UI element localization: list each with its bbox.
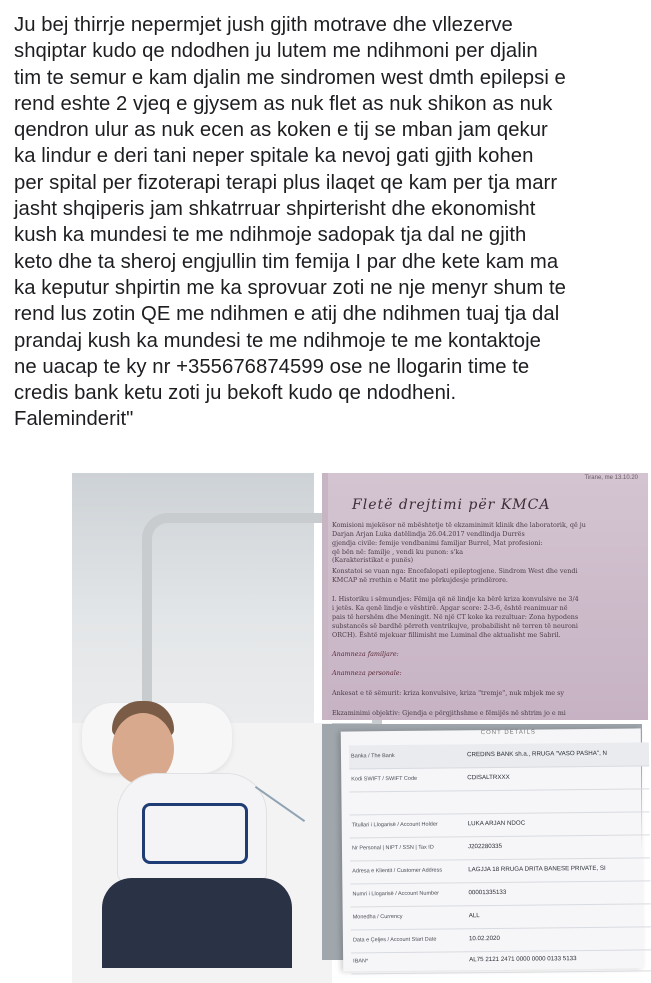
child-pants xyxy=(102,878,292,968)
bank-row-value: 10.02.2020 xyxy=(468,934,500,943)
bank-row-key: IBAN* xyxy=(353,958,369,965)
post-text: Ju bej thirrje nepermjet jush gjith motrave dhe vllezerve shqiptar kudo qe ndodhen ju lutem me ndihmoni per djalin tim te semur e kam djalin me sindromen west dmth epilepsi e rend eshte 2 vjeq e gjysem as nuk flet as nuk shikon as nuk qendron ulur as nuk ecen as koken e tij se mban jam qekur ka lindur e deri tani neper spitale ka nevoj gati gjith kohen per spital per fizoterapi terapi plus ilaqet qe kam per tja marr jasht shqiperis jam shkatrruar shpirterisht dhe ekonomisht kush ka mundesi te me ndihmoje sadopak tja dal ne gjith keto dhe ta sheroj engjullin tim femija I par dhe kete kam ma ka keputur shpirtin me ka sprovuar zoti ne nje menyr shum te rend lus zotin QE me ndihmen e atij dhe ndihmen tuaj tja dal prandaj kush ka mundesi te me ndihmoje te me kontaktoje ne uacap te ky nr +355676874599 ose ne llogarin time te credis bank ketu zoti ju bekoft kudo qe ndodheni. Faleminderit" xyxy=(14,14,566,431)
bank-row-key: Nr Personal | NIPT / SSN | Tax ID xyxy=(351,844,434,852)
referral-line: Konstatoi se vuan nga: Encefalopati epileptogjene. Sindrom West dhe vendi xyxy=(332,567,578,575)
bank-row-key: Titullari i Llogarisë / Account Holder xyxy=(351,821,438,829)
referral-title: Fletë drejtimi për KMCA xyxy=(352,497,551,513)
bank-row-value: 00001335133 xyxy=(468,888,507,897)
bank-document-photo[interactable] xyxy=(322,724,642,965)
referral-line: Ankesat e të sëmurit: kriza konvulsive, kriza "tremje", nuk mbjek me sy xyxy=(332,689,564,697)
referral-line: pais të hershëm dhe Meningit. Në një CT koke ka rezultuar: Zona hypodens xyxy=(332,613,579,621)
bank-row-value: CREDINS BANK sh.a., RRUGA "VASO PASHA", N xyxy=(466,749,608,759)
referral-line: Anamneza familjare: xyxy=(332,650,399,658)
bank-row-value: AL75 2121 2471 0000 0000 0133 5133 xyxy=(469,955,577,964)
bank-row-value: ALL xyxy=(468,912,480,920)
referral-line: Darjan Arjan Luka datëlindja 26.04.2017 vendlindja Durrës xyxy=(332,530,525,538)
referral-line: Anamneza personale: xyxy=(332,669,402,677)
referral-document-photo[interactable] xyxy=(322,473,642,720)
referral-line: i jetës. Ka qenë lindje e vështirë. Apgar score: 2-3-6, është reanimuar në xyxy=(332,604,568,612)
referral-corner-ref: Tirane, me 13.10.20 xyxy=(584,475,638,481)
bank-row-value: J202280335 xyxy=(467,842,503,851)
bank-row-value: LUKA ARJAN NDOC xyxy=(467,819,526,828)
bank-row xyxy=(351,947,651,974)
referral-line: (Karakteristikat e punës) xyxy=(332,556,414,564)
bank-row-key: Adresa e Klientit / Customer Address xyxy=(352,867,443,875)
bank-row-value: CDISALTRXXX xyxy=(467,773,510,782)
referral-line: gjendja civile: femije vendbanimi familjar Burrel, Mat profesioni: xyxy=(332,539,543,547)
bank-row-key: Kodi SWIFT / SWIFT Code xyxy=(351,775,418,783)
referral-line: Ekzaminimi objektiv: Gjendja e përgjithshme e fëmijës në shtrim jo e mi xyxy=(332,709,566,717)
shirt-print xyxy=(142,803,248,864)
referral-line: që bën në: familje , vendi ku punon: s'ka xyxy=(332,548,464,556)
bank-row-key: Banka / The Bank xyxy=(350,753,395,760)
referral-line: substancës së bardhë përreth ventrikujve, probabilisht në terren të neuroni xyxy=(332,622,578,630)
bank-paper xyxy=(341,728,643,971)
bank-doc-tab: CONT DETAILS xyxy=(480,729,536,737)
child-photo[interactable] xyxy=(72,473,314,960)
referral-line: I. Historiku i sëmundjes: Fëmija që në lindje ka bërë kriza konvulsive ne 3/4 xyxy=(332,595,579,603)
referral-line: Komisioni mjekësor në mbështetje të ekzaminimit klinik dhe laboratorik, që ju xyxy=(332,521,586,529)
referral-line: ORCH). Është mjekuar fillimisht me Luminal dhe aktualisht me Sabril. xyxy=(332,631,561,639)
bank-row-value: LAGJJA 18 RRUGA DRITA BANESE PRIVATE, SI xyxy=(468,864,606,874)
bank-row-key: Monedha / Currency xyxy=(352,913,403,921)
referral-line: KMCAP në rrethin e Matit me përkujdesje prindërore. xyxy=(332,576,508,584)
bank-row-key: Numri i Llogarisë / Account Number xyxy=(352,890,440,898)
bank-row-key: Data e Çeljes / Account Start Date xyxy=(352,936,437,944)
